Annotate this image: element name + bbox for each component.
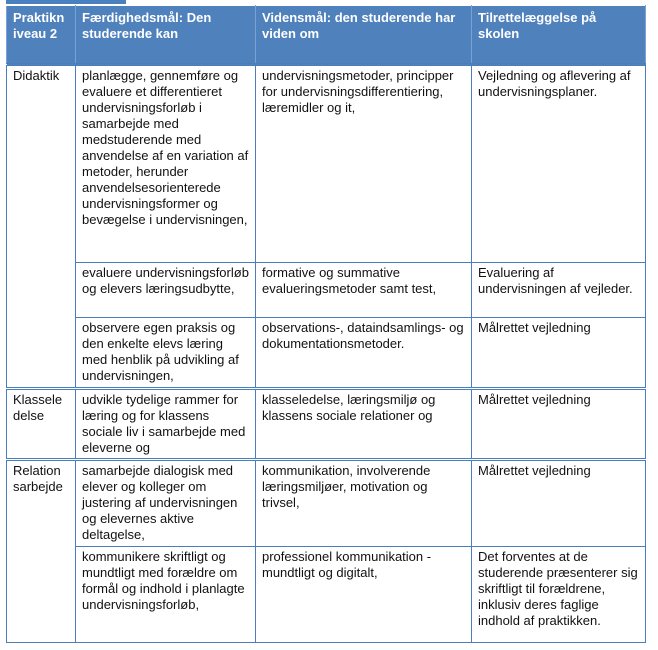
table-row bbox=[7, 389, 646, 460]
header-school: Tilrettelæggelse på skolen bbox=[472, 6, 646, 65]
knowledge-cell: undervisningsmetoder, principper for undervisningsdifferentiering, læremidler og it, bbox=[256, 65, 472, 263]
table-row bbox=[7, 263, 646, 318]
skill-cell: samarbejde dialogisk med elever og kolleger om justering af undervisningen og elevernes aktive deltagelse, bbox=[76, 460, 256, 547]
knowledge-cell: professionel kommunikation - mundtligt og digitalt, bbox=[256, 547, 472, 643]
category-didaktik: Didaktik bbox=[7, 65, 76, 389]
skill-cell: observere egen praksis og den enkelte elevs læring med henblik på udvikling af undervisningen, bbox=[76, 318, 256, 389]
knowledge-cell: observations-, dataindsamlings- og dokumentationsmetoder. bbox=[256, 318, 472, 389]
skill-cell: evaluere undervisningsforløb og elevers læringsudbytte, bbox=[76, 263, 256, 318]
header-knowledge: Vidensmål: den studerende har viden om bbox=[256, 6, 472, 65]
school-cell: Evaluering af undervisningen af vejleder. bbox=[472, 263, 646, 318]
skill-cell: udvikle tydelige rammer for læring og for klassens sociale liv i samarbejde med eleverne og bbox=[76, 389, 256, 460]
knowledge-cell: klasseledelse, læringsmiljø og klassens sociale relationer og bbox=[256, 389, 472, 460]
knowledge-cell: formative og summative evalueringsmetoder samt test, bbox=[256, 263, 472, 318]
header-level: Praktikn iveau 2 bbox=[7, 6, 76, 65]
category-relationsarbejde: Relation sarbejde bbox=[7, 460, 76, 643]
table-row bbox=[7, 460, 646, 547]
table-row bbox=[7, 318, 646, 389]
table-row bbox=[7, 547, 646, 643]
school-cell: Det forventes at de studerende præsenterer sig skriftligt til forældrene, inklusiv deres faglige indhold af praktikken. bbox=[472, 547, 646, 643]
table-row bbox=[7, 65, 646, 263]
school-cell: Målrettet vejledning bbox=[472, 460, 646, 547]
knowledge-cell: kommunikation, involverende læringsmiljøer, motivation og trivsel, bbox=[256, 460, 472, 547]
school-cell: Målrettet vejledning bbox=[472, 318, 646, 389]
category-klasseledelse: Klassele delse bbox=[7, 389, 76, 460]
skill-cell: planlægge, gennemføre og evaluere et differentieret undervisningsforløb i samarbejde med medstuderende med anvendelse af en variation af metoder, herunder anvendelsesorienterede undervisningsformer og bevægelse i undervisningen, bbox=[76, 65, 256, 263]
skill-cell: kommunikere skriftligt og mundtligt med forældre om formål og indhold i planlagte undervisningsforløb, bbox=[76, 547, 256, 643]
school-cell: Vejledning og aflevering af undervisningsplaner. bbox=[472, 65, 646, 263]
school-cell: Målrettet vejledning bbox=[472, 389, 646, 460]
header-skills: Færdighedsmål: Den studerende kan bbox=[76, 6, 256, 65]
header-strip-decoration bbox=[6, 0, 126, 4]
table-header-row bbox=[7, 6, 646, 65]
practice-goals-table bbox=[6, 5, 646, 643]
